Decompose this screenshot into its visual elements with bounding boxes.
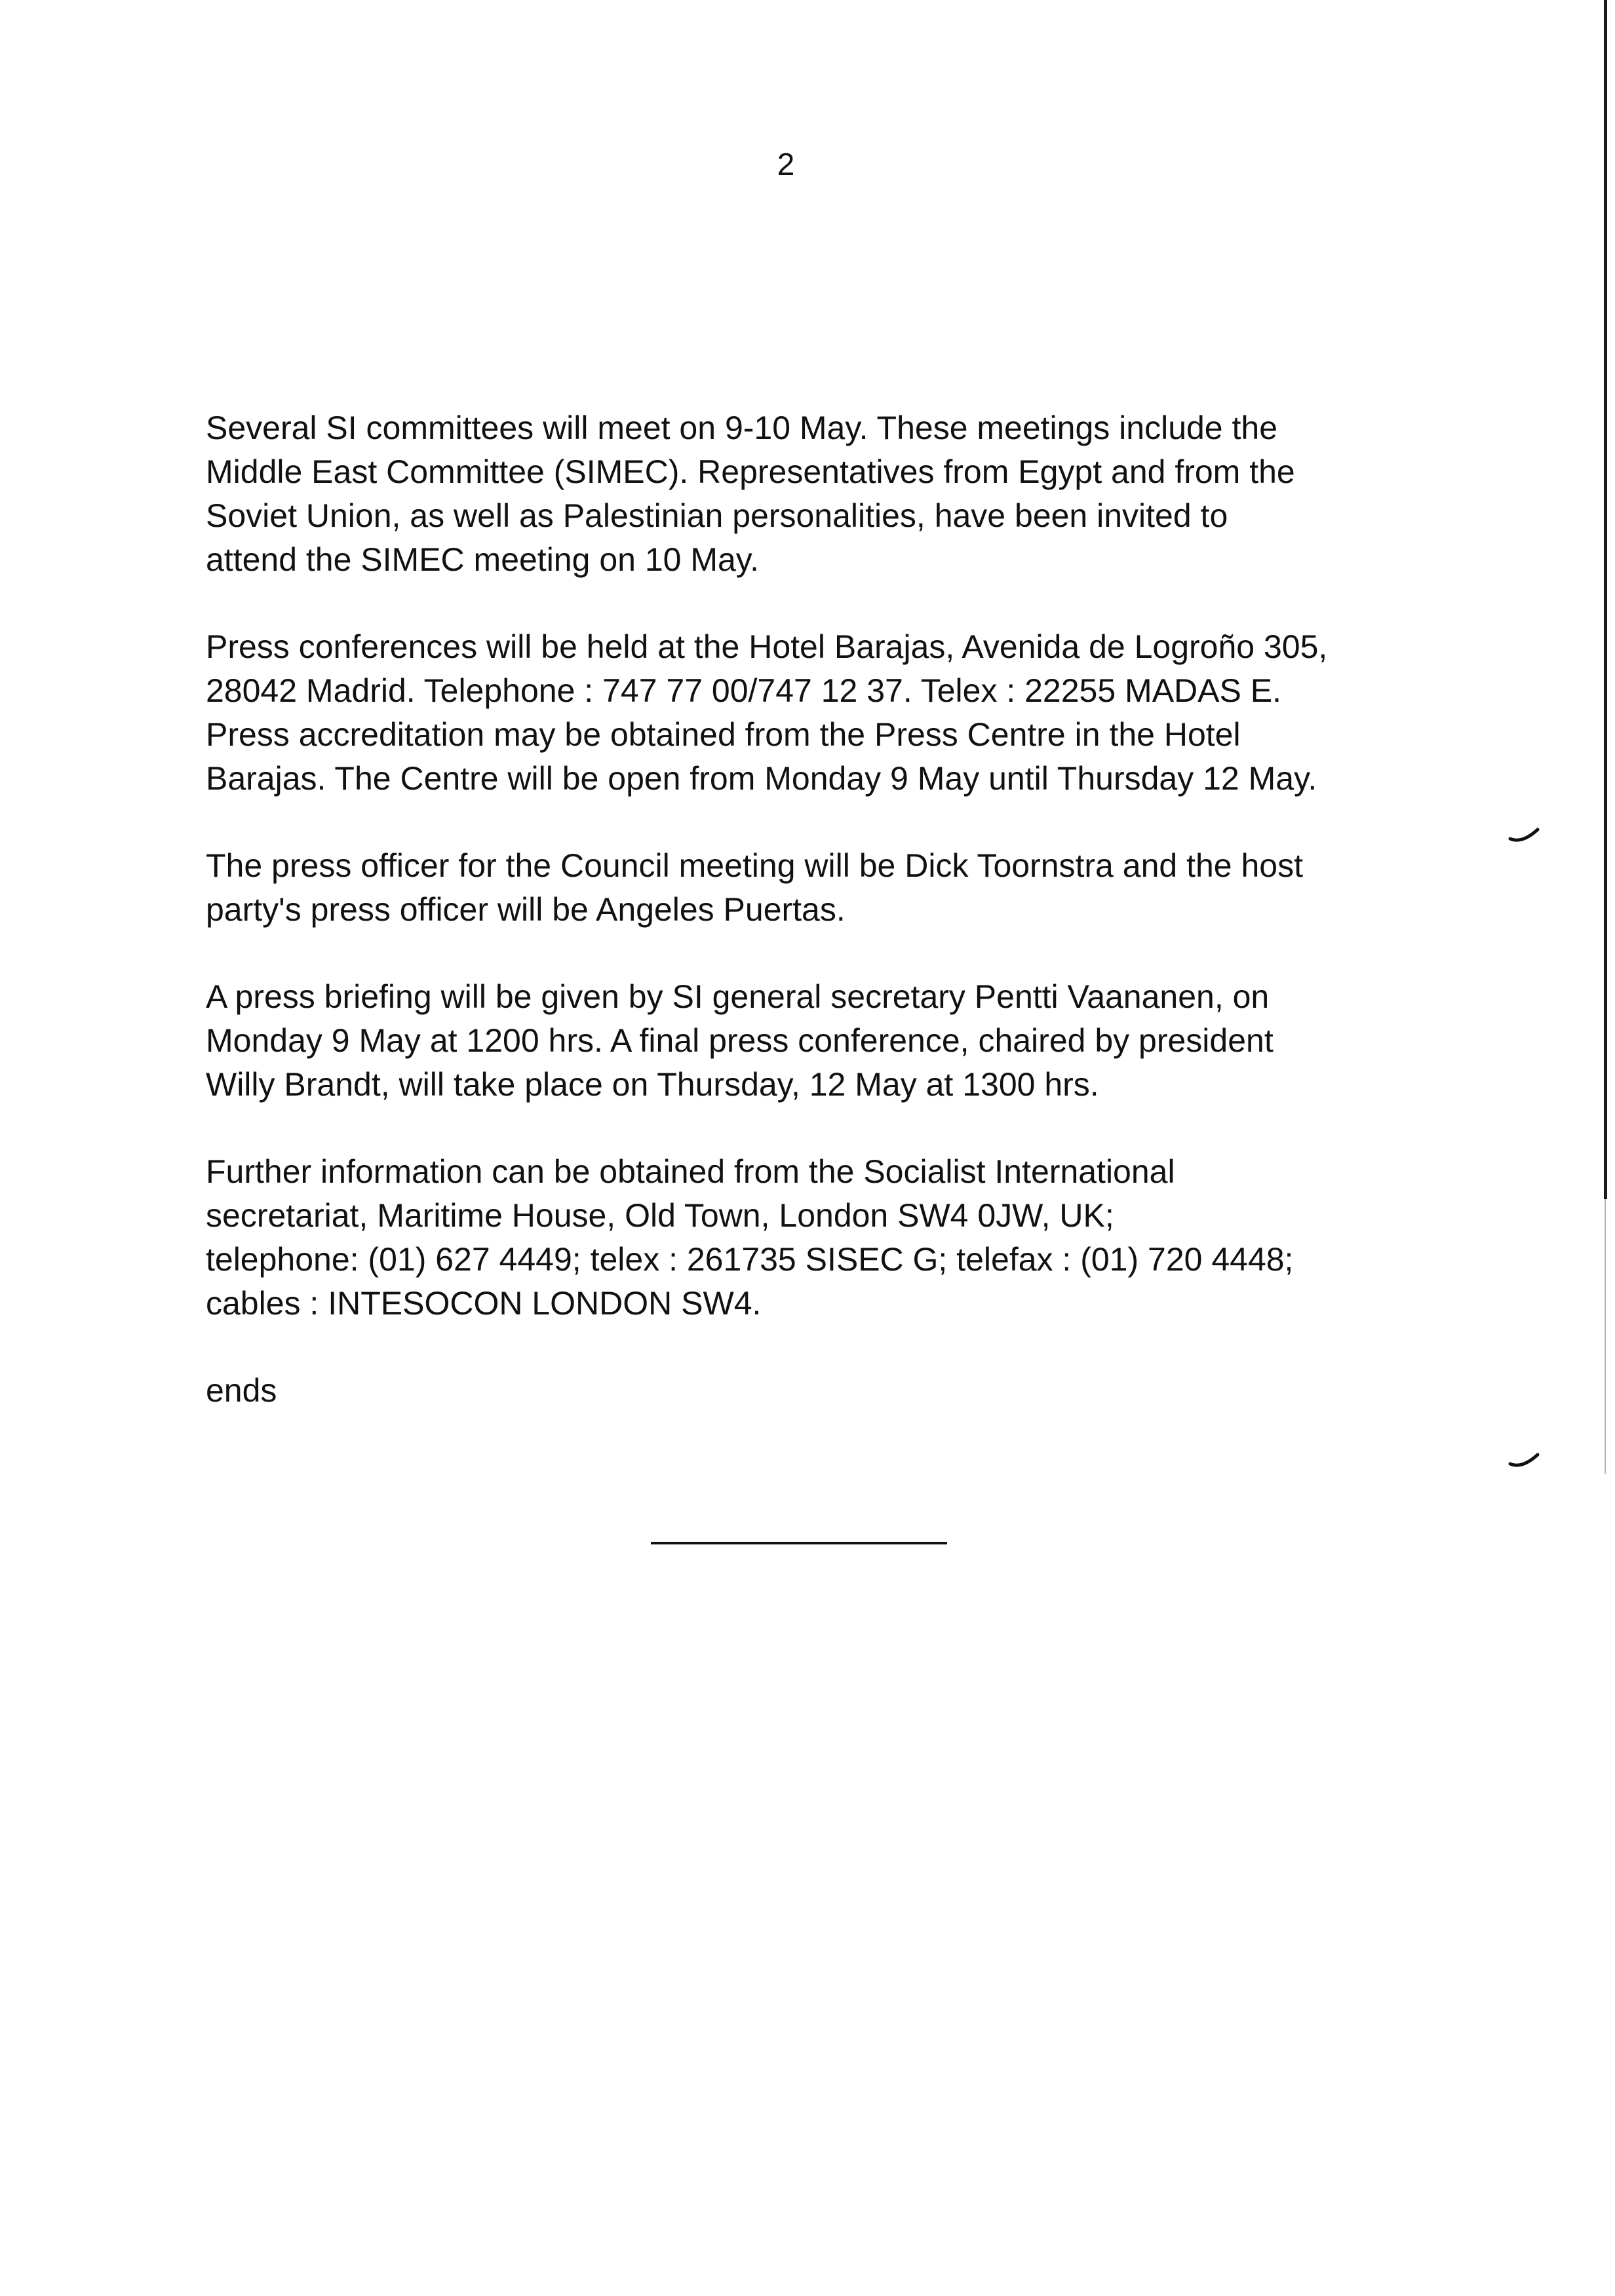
text-line: attend the SIMEC meeting on 10 May. xyxy=(206,541,759,578)
text-line: 28042 Madrid. Telephone : 747 77 00/747 12 37. Telex : 22255 MADAS E. xyxy=(206,672,1281,709)
check-mark-icon xyxy=(1508,1452,1542,1472)
scan-edge-line-faint xyxy=(1605,1199,1606,1474)
text-line: Press conferences will be held at the Hotel Barajas, Avenida de Logroño 305, xyxy=(206,628,1328,665)
text-line: secretariat, Maritime House, Old Town, London SW4 0JW, UK; xyxy=(206,1197,1114,1234)
paragraph-committees xyxy=(206,406,1451,582)
page-number: 2 xyxy=(777,147,795,182)
text-line: Press accreditation may be obtained from the Press Centre in the Hotel xyxy=(206,716,1241,753)
check-mark-icon xyxy=(1508,827,1542,847)
text-line: Several SI committees will meet on 9-10 May. These meetings include the xyxy=(206,410,1278,446)
document-body xyxy=(206,406,1451,1413)
text-line: Barajas. The Centre will be open from Monday 9 May until Thursday 12 May. xyxy=(206,760,1317,797)
scan-edge-line xyxy=(1604,0,1607,1199)
text-line: A press briefing will be given by SI general secretary Pentti Vaananen, on xyxy=(206,978,1270,1015)
paragraph-press-conferences xyxy=(206,625,1451,801)
text-line: Middle East Committee (SIMEC). Representatives from Egypt and from the xyxy=(206,453,1295,490)
paragraph-press-officer xyxy=(206,844,1451,932)
text-line: Willy Brandt, will take place on Thursday, 12 May at 1300 hrs. xyxy=(206,1066,1099,1103)
text-line: telephone: (01) 627 4449; telex : 261735 SISEC G; telefax : (01) 720 4448; xyxy=(206,1241,1294,1278)
text-line: The press officer for the Council meeting will be Dick Toornstra and the host xyxy=(206,847,1303,884)
closing-ends: ends xyxy=(206,1372,277,1409)
text-line: party's press officer will be Angeles Puertas. xyxy=(206,891,846,928)
text-line: Further information can be obtained from the Socialist International xyxy=(206,1153,1175,1190)
paragraph-further-information xyxy=(206,1150,1451,1326)
text-line: Soviet Union, as well as Palestinian personalities, have been invited to xyxy=(206,497,1228,534)
text-line: Monday 9 May at 1200 hrs. A final press conference, chaired by president xyxy=(206,1022,1274,1059)
text-line: cables : INTESOCON LONDON SW4. xyxy=(206,1285,762,1322)
end-rule xyxy=(651,1542,947,1544)
paragraph-press-briefing xyxy=(206,975,1451,1107)
